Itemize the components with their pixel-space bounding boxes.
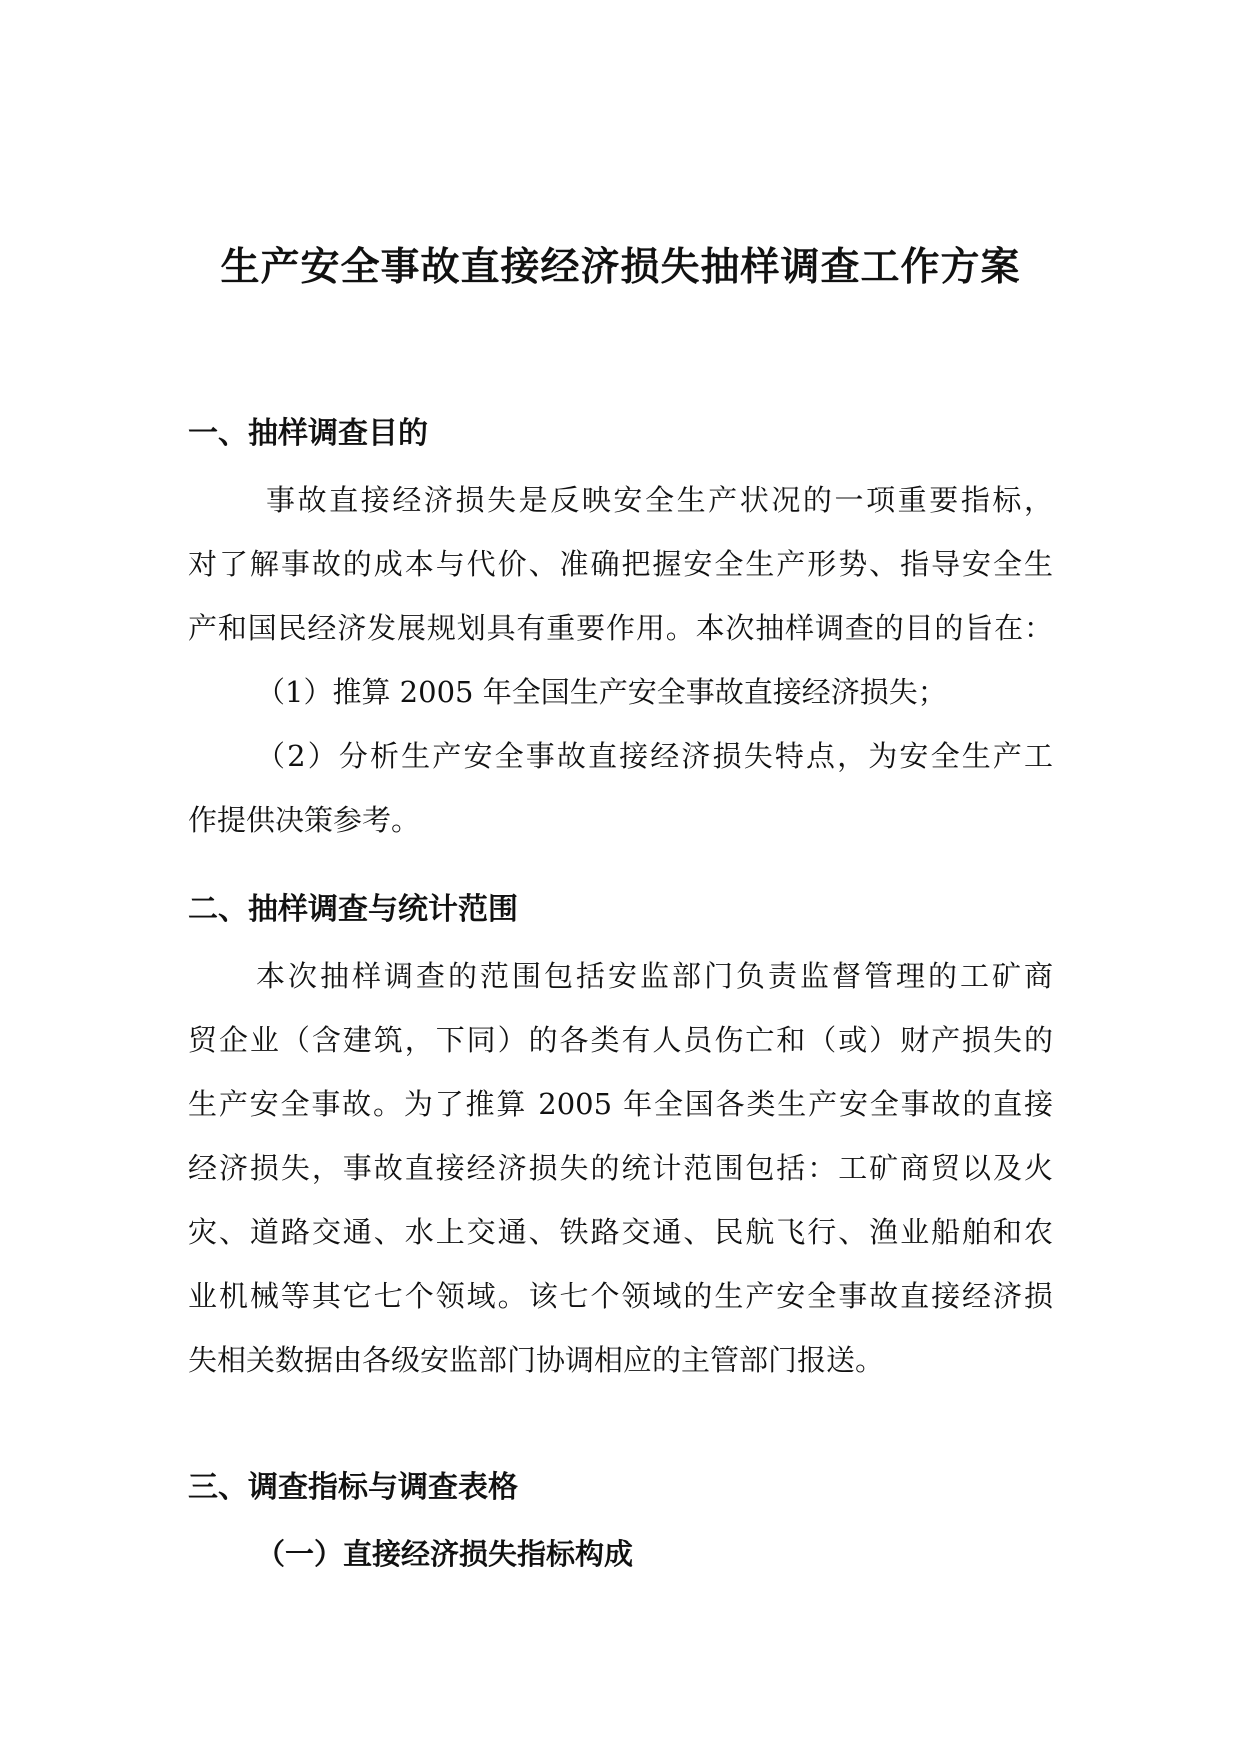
section-3-heading: 三、调查指标与调查表格 [188,1470,518,1505]
section-1-paragraph-line: 事故直接经济损失是反映安全生产状况的一项重要指标， [266,483,1053,517]
section-2-paragraph-line: 经济损失，事故直接经济损失的统计范围包括：工矿商贸以及火 [188,1151,1053,1185]
section-2-heading: 二、抽样调查与统计范围 [188,892,518,927]
section-2-paragraph-line: 灾、道路交通、水上交通、铁路交通、民航飞行、渔业船舶和农 [188,1215,1053,1249]
section-1-paragraph-line: 对了解事故的成本与代价、准确把握安全生产形势、指导安全生 [188,547,1053,581]
section-1-list-item-continuation: 作提供决策参考。 [188,803,421,837]
section-1-paragraph-line: 产和国民经济发展规划具有重要作用。本次抽样调查的目的旨在： [188,611,1053,645]
section-3-subheading: （一）直接经济损失指标构成 [256,1537,634,1571]
section-2-paragraph-line: 贸企业（含建筑，下同）的各类有人员伤亡和（或）财产损失的 [188,1023,1053,1057]
document-title: 生产安全事故直接经济损失抽样调查工作方案 [220,245,1021,290]
section-2-paragraph-line: 失相关数据由各级安监部门协调相应的主管部门报送。 [188,1343,885,1377]
section-1-heading: 一、抽样调查目的 [188,416,428,451]
section-1-list-item: （2）分析生产安全事故直接经济损失特点，为安全生产工 [256,739,1053,773]
section-1-list-item: （1）推算 2005 年全国生产安全事故直接经济损失； [256,675,947,709]
section-2-paragraph-line: 生产安全事故。为了推算 2005 年全国各类生产安全事故的直接 [188,1087,1053,1121]
section-2-paragraph-line: 业机械等其它七个领域。该七个领域的生产安全事故直接经济损 [188,1279,1053,1313]
section-2-paragraph-line: 本次抽样调查的范围包括安监部门负责监督管理的工矿商 [256,959,1053,993]
